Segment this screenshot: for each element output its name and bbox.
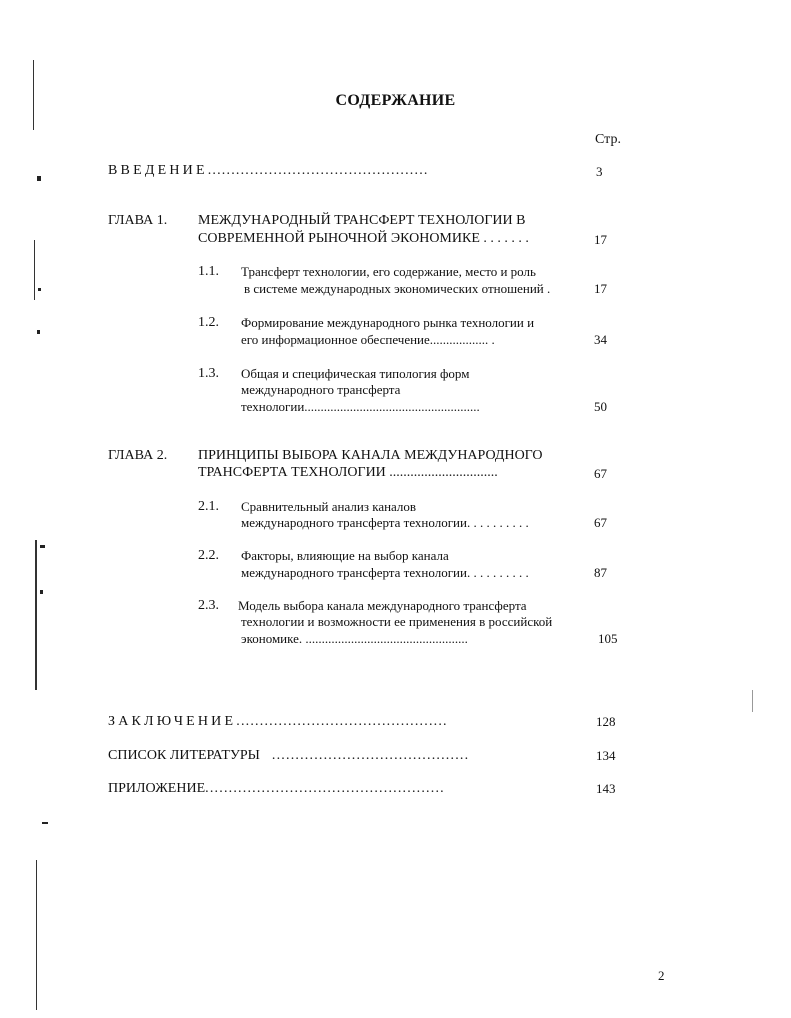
toc-entry-appendix[interactable]	[108, 781, 445, 797]
toc-entry-bibliography[interactable]	[108, 748, 469, 764]
toc-page-number: 143	[596, 781, 616, 796]
toc-page-number: 67	[594, 515, 607, 530]
toc-entry-label: ВВЕДЕНИЕ	[108, 163, 208, 178]
section-number: 2.1.	[198, 499, 219, 514]
chapter-title-line[interactable]: ПРИНЦИПЫ ВЫБОРА КАНАЛА МЕЖДУНАРОДНОГО	[198, 448, 543, 463]
toc-entry-conclusion[interactable]	[108, 714, 448, 730]
scan-artifact-speck	[38, 288, 41, 291]
section-number: 1.1.	[198, 264, 219, 279]
page-column-label: Стр.	[595, 132, 621, 147]
scan-artifact-line	[35, 540, 37, 690]
chapter-title-line[interactable]: МЕЖДУНАРОДНЫЙ ТРАНСФЕРТ ТЕХНОЛОГИИ В	[198, 213, 526, 228]
section-number: 2.3.	[198, 598, 219, 613]
toc-page-number: 87	[594, 565, 607, 580]
toc-page-number: 105	[598, 631, 618, 646]
toc-page-number: 67	[594, 466, 607, 481]
section-title-line[interactable]: экономике. ..................................................	[241, 631, 468, 646]
section-title-line[interactable]: Общая и специфическая типология форм	[241, 366, 470, 381]
section-title-line[interactable]: технологии и возможности ее применения в российской	[241, 614, 553, 629]
toc-page-number: 17	[594, 281, 607, 296]
toc-leader-dots: ...................................................	[205, 781, 445, 796]
toc-page-number: 34	[594, 332, 607, 347]
section-title-line[interactable]: его информационное обеспечение.................. .	[241, 332, 495, 347]
section-title-line[interactable]: Факторы, влияющие на выбор канала	[241, 548, 449, 563]
toc-page-number: 3	[596, 164, 603, 179]
toc-entry-label: СПИСОК ЛИТЕРАТУРЫ	[108, 748, 260, 763]
section-title-line[interactable]: международного трансферта технологии. . . . . . . . . .	[241, 565, 529, 580]
chapter-title-line[interactable]: СОВРЕМЕННОЙ РЫНОЧНОЙ ЭКОНОМИКЕ . . . . . . .	[198, 231, 529, 246]
chapter-title-line[interactable]: ТРАНСФЕРТА ТЕХНОЛОГИИ ...............................	[198, 465, 498, 480]
section-title-line[interactable]: международного трансферта	[241, 382, 401, 397]
chapter-label: ГЛАВА 2.	[108, 448, 168, 463]
toc-page-number: 50	[594, 399, 607, 414]
scan-artifact-speck	[40, 590, 43, 594]
toc-entry-label: ЗАКЛЮЧЕНИЕ	[108, 714, 237, 729]
section-title-line[interactable]: технологии......................................................	[241, 399, 480, 414]
section-number: 1.2.	[198, 315, 219, 330]
section-number: 1.3.	[198, 366, 219, 381]
scan-artifact-line	[36, 860, 37, 1010]
toc-page-number: 134	[596, 748, 616, 763]
chapter-label: ГЛАВА 1.	[108, 213, 168, 228]
scan-artifact-speck	[37, 330, 40, 334]
scan-artifact-speck	[40, 545, 45, 548]
section-title-line[interactable]: Сравнительный анализ каналов	[241, 499, 417, 514]
scan-artifact-line	[34, 240, 35, 300]
scan-artifact-speck	[37, 176, 41, 181]
scan-artifact-speck	[42, 822, 48, 824]
toc-page-number: 17	[594, 232, 607, 247]
section-title-line[interactable]: международного трансферта технологии. . . . . . . . . .	[241, 515, 529, 530]
toc-entry-label: ПРИЛОЖЕНИЕ	[108, 781, 206, 796]
section-title-line[interactable]: Формирование международного рынка технологии и	[241, 315, 535, 330]
toc-entry-intro[interactable]	[108, 163, 429, 179]
toc-leader-dots: ...............................................	[207, 163, 429, 178]
toc-leader-dots: .............................................	[236, 714, 448, 729]
page-number: 2	[658, 968, 665, 983]
scan-artifact-line	[752, 690, 753, 712]
toc-page-number: 128	[596, 714, 616, 729]
page-title: СОДЕРЖАНИЕ	[335, 92, 456, 109]
section-title-line[interactable]: Модель выбора канала международного трансферта	[238, 598, 527, 613]
toc-leader-dots: ..........................................	[271, 748, 470, 763]
section-title-line[interactable]: в системе международных экономических отношений .	[244, 281, 551, 296]
section-number: 2.2.	[198, 548, 219, 563]
section-title-line[interactable]: Трансферт технологии, его содержание, место и роль	[241, 264, 536, 279]
